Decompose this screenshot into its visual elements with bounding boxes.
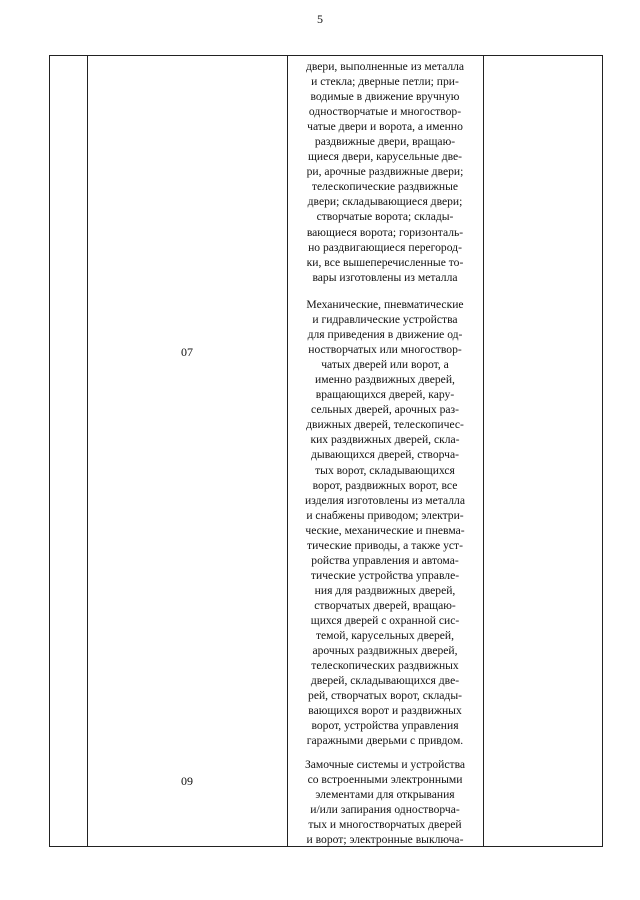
column-divider bbox=[483, 56, 484, 846]
page-number: 5 bbox=[317, 12, 323, 26]
description-line: телескопических раздвижных bbox=[311, 659, 459, 673]
description-line: вающихся ворот и раздвижных bbox=[308, 704, 462, 718]
description-line: щихся дверей с охранной сис- bbox=[310, 613, 460, 627]
description-line: сельных дверей, арочных раз- bbox=[311, 403, 459, 417]
description-line: со встроенными электронными bbox=[307, 773, 463, 787]
class-code: 07 bbox=[181, 345, 193, 359]
description-line: дывающихся дверей, створча- bbox=[311, 448, 459, 462]
description-line: телескопические раздвижные bbox=[311, 180, 459, 194]
description-line: ки, все вышеперечисленные то- bbox=[306, 255, 464, 269]
description-line: вращающихся дверей, кару- bbox=[315, 388, 455, 402]
description-line: двери; складывающиеся двери; bbox=[307, 195, 463, 209]
description-line: но раздвигающиеся перегород- bbox=[308, 240, 462, 254]
description-line: движных дверей, телескопичес- bbox=[306, 418, 464, 432]
description-line: ния для раздвижных дверей, bbox=[314, 583, 456, 597]
description-line: и/или запирания одностворча- bbox=[310, 803, 460, 817]
description-line: гаражными дверьми с привдом. bbox=[306, 734, 464, 748]
description-line: ностворчатых или многоствор- bbox=[308, 343, 462, 357]
description-line: дверей, складывающихся две- bbox=[310, 674, 460, 688]
description-line: тых и многостворчатых дверей bbox=[308, 818, 462, 832]
goods-table bbox=[49, 55, 603, 847]
description-line: вары изготовлены из металла bbox=[312, 270, 458, 284]
description-line: изделия изготовлены из металла bbox=[305, 493, 465, 507]
description-line: тические устройства управле- bbox=[310, 568, 460, 582]
description-line: тические приводы, а также уст- bbox=[307, 538, 463, 552]
description-line: тых ворот, складывающихся bbox=[315, 463, 455, 477]
column-divider bbox=[87, 56, 88, 846]
description-line: именно раздвижных дверей, bbox=[315, 373, 455, 387]
description-line: Механические, пневматические bbox=[306, 298, 464, 311]
description-line: арочных раздвижных дверей, bbox=[312, 644, 458, 658]
description-line: ри, арочные раздвижные двери; bbox=[306, 165, 464, 179]
description-line: створчатых дверей, вращаю- bbox=[314, 598, 456, 612]
description-line: рей, створчатых ворот, склады- bbox=[308, 689, 462, 703]
description-line: темой, карусельных дверей, bbox=[315, 629, 455, 643]
class-code: 09 bbox=[181, 774, 193, 788]
description-line: водимые в движение вручную bbox=[310, 90, 460, 104]
goods-description bbox=[288, 59, 482, 285]
description-line: одностворчатые и многоствор- bbox=[308, 105, 462, 119]
description-line: створчатые ворота; склады- bbox=[316, 210, 454, 224]
description-line: для приведения в движение од- bbox=[307, 328, 463, 342]
description-line: и стекла; дверные петли; при- bbox=[311, 75, 459, 89]
description-line: и ворот; электронные выключа- bbox=[306, 833, 464, 847]
description-line: ворот, устройства управления bbox=[311, 719, 459, 733]
description-line: вающиеся ворота; горизонталь- bbox=[306, 225, 464, 239]
description-line: Замочные системы и устройства bbox=[304, 758, 466, 771]
description-line: двери, выполненные из металла bbox=[305, 60, 465, 73]
goods-description bbox=[288, 757, 482, 847]
description-line: ческие, механические и пневма- bbox=[305, 523, 465, 537]
description-line: и гидравлические устройства bbox=[312, 313, 458, 327]
goods-description bbox=[288, 297, 482, 748]
description-line: ройства управления и автома- bbox=[311, 553, 459, 567]
description-line: элементами для открывания bbox=[315, 788, 455, 802]
description-line: и снабжены приводом; электри- bbox=[306, 508, 464, 522]
description-line: чатые двери и ворота, а именно bbox=[307, 120, 463, 134]
description-line: ких раздвижных дверей, склa- bbox=[310, 433, 460, 447]
description-line: ворот, раздвижных ворот, все bbox=[312, 478, 458, 492]
description-line: раздвижные двери, вращаю- bbox=[314, 135, 456, 149]
description-line: щиеся двери, карусельные две- bbox=[307, 150, 463, 164]
description-line: чатых дверей или ворот, а bbox=[321, 358, 449, 372]
